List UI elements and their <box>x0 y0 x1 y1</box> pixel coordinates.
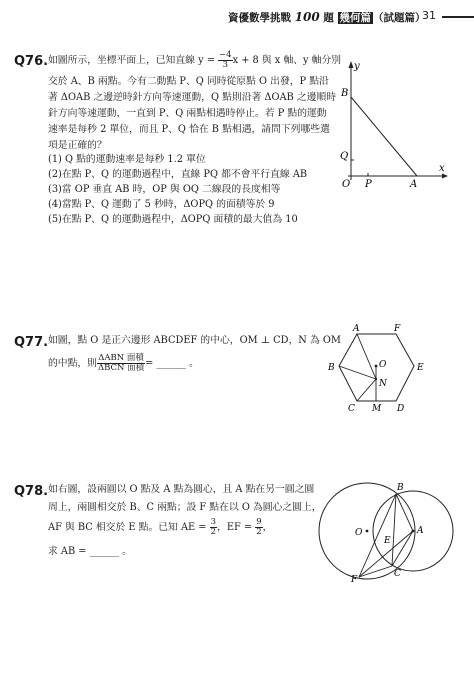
label-O: O <box>342 179 351 190</box>
label-D: D <box>397 404 405 414</box>
question-78-number: Q78. <box>14 484 49 499</box>
label-E: E <box>417 363 424 373</box>
label-Q: Q <box>340 151 349 162</box>
title-suffix: （試題篇） <box>373 12 426 24</box>
q78-two-circles-figure <box>318 476 474 588</box>
fraction-denominator: 3 <box>222 60 229 70</box>
q76-line-1 <box>48 51 341 70</box>
fraction-denominator: ΔBCN 面積 <box>97 363 145 373</box>
title-highlight-box: 幾何篇 <box>339 12 372 24</box>
q76-coordinate-figure <box>330 56 450 191</box>
center-O-dot <box>375 365 378 368</box>
center-A-dot <box>412 530 415 533</box>
segment-AB <box>396 494 413 531</box>
q78-line-4: 求 AB = ______ 。 <box>48 546 132 557</box>
q76-option-1: (1) Q 點的運動速率是每秒 1.2 單位 <box>48 154 206 165</box>
label-C: C <box>394 569 401 579</box>
q76-line-6: 項是正確的？ <box>48 140 107 151</box>
q78-line-3c: ， <box>262 522 273 533</box>
q76-line-1b: x + 8 與 x 軸、y 軸分別 <box>232 55 342 66</box>
label-A: A <box>353 324 360 334</box>
title-text: 資優數學挑戰 <box>228 12 295 24</box>
label-F: F <box>351 575 358 585</box>
question-76-number: Q76. <box>14 54 49 69</box>
q76-line-3: 著 ΔOAB 之邊逆時針方向等速運動，Q 點則沿著 ΔOAB 之邊順時 <box>48 92 337 103</box>
center-O-dot <box>366 530 369 533</box>
q76-slope-fraction <box>218 51 233 70</box>
label-M: M <box>372 404 382 414</box>
segment-AN <box>357 334 376 379</box>
label-B: B <box>328 363 335 373</box>
label-A: A <box>417 526 424 536</box>
q76-option-3: (3)當 OP 垂直 AB 時，OP 與 OQ 二線段的長度相等 <box>48 184 281 195</box>
fraction-numerator: 3 <box>210 517 217 527</box>
label-x: x <box>439 163 445 174</box>
question-77-number: Q77. <box>14 335 49 350</box>
hexagon-ABCDEF <box>339 334 414 401</box>
q78-EF-fraction <box>255 518 262 537</box>
book-title <box>228 10 426 25</box>
q76-option-4: (4)當點 P、Q 運動了 5 秒時，ΔOPQ 的面積等於 9 <box>48 199 275 210</box>
q78-line-3 <box>48 518 272 537</box>
x-axis-arrow <box>442 174 448 179</box>
segment-BC <box>392 494 396 566</box>
header-rule <box>442 16 474 18</box>
label-O: O <box>355 528 363 538</box>
q78-line-3a: AF 與 BC 相交於 E 點。已知 AE = <box>48 522 210 533</box>
label-O: O <box>379 360 387 370</box>
label-B: B <box>397 483 404 493</box>
line-AB <box>351 97 417 176</box>
label-P: P <box>365 179 372 190</box>
q77-line-2b: = ______ 。 <box>145 358 199 369</box>
q77-area-ratio-fraction <box>97 354 145 373</box>
label-B: B <box>341 88 349 99</box>
fraction-denominator: 2 <box>256 527 262 537</box>
q76-line-2: 交於 A、B 兩點。今有二動點 P、Q 同時從原點 O 出發，P 點沿 <box>48 76 329 87</box>
q76-option-2: (2)在點 P、Q 的運動過程中，直線 PQ 都不會平行直線 AB <box>48 169 308 180</box>
label-F: F <box>394 324 401 334</box>
fraction-denominator: 2 <box>210 527 217 537</box>
page-header <box>0 6 474 28</box>
page-number: 31 <box>422 9 436 22</box>
q77-line-2 <box>48 354 199 373</box>
q76-line-4: 針方向等速運動，一直到 P、Q 兩點相遇時停止。若 P 點的運動 <box>48 108 327 119</box>
q77-line-1: 如圖，點 O 是正六邊形 ABCDEF 的中心，OM ⊥ CD，N 為 OM <box>48 335 341 346</box>
q76-line-5: 速率是每秒 2 單位，而且 P、Q 恰在 B 點相遇，請問下列哪些選 <box>48 124 330 135</box>
fraction-numerator: −4 <box>219 50 232 60</box>
label-A: A <box>410 179 418 190</box>
point-N-dot <box>375 378 377 380</box>
label-y: y <box>354 61 360 72</box>
q78-line-2: 周上，兩圓相交於 B、C 兩點；設 F 點在以 O 為圓心之圓上， <box>48 502 322 513</box>
fraction-numerator: 9 <box>256 517 262 527</box>
q78-line-3b: ，EF = <box>217 522 256 533</box>
q77-line-2a: 的中點，則 <box>48 358 97 369</box>
q78-AE-fraction <box>210 518 217 537</box>
y-axis-arrow <box>349 61 354 68</box>
q78-line-1: 如右圖，設兩圓以 O 點及 A 點為圓心，且 A 點在另一圓之圓 <box>48 484 315 495</box>
title-text-mid: 題 <box>319 12 338 24</box>
segment-CN <box>357 379 376 401</box>
label-C: C <box>348 404 355 414</box>
q76-option-5: (5)在點 P、Q 的運動過程中，ΔOPQ 面積的最大值為 10 <box>48 214 298 225</box>
fraction-numerator: ΔABN 面積 <box>98 353 144 363</box>
q77-hexagon-figure <box>322 322 430 414</box>
label-E: E <box>384 536 391 546</box>
segment-AC <box>392 531 413 566</box>
segment-FC <box>359 566 392 577</box>
label-N: N <box>379 379 387 389</box>
title-number: 100 <box>294 10 320 24</box>
q76-line-1a: 如圖所示，坐標平面上，已知直線 y = <box>48 55 219 66</box>
